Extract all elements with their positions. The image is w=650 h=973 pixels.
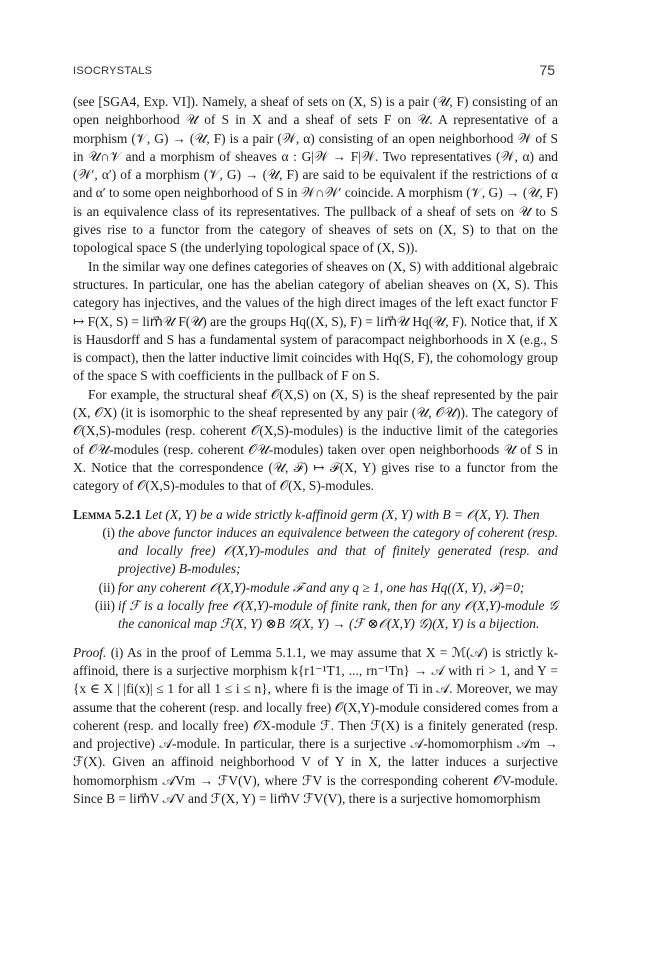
lemma-items [73, 524, 558, 634]
proof-block [73, 644, 558, 809]
lemma-title: Lemma 5.2.1 [73, 506, 142, 522]
paragraph-abelian-sheaves: In the similar way one defines categories of sheaves on (X, S) with additional algebraic structures. In particular, one has the abelian category of abelian sheaves on (X, S). This category has injectives, and the values of the high direct images of the left exact functor F ↦ F(X, S) = lim⃗𝒰 F(𝒰) are the groups Hq((X, S), F) = lim⃗𝒰 Hq(𝒰, F). Notice that, if X is Hausdorff and S has a fundamental system of paracompact neighborhoods in X (e.g., S is compact), then the latter inductive limit coincides with Hq(S, F), the cohomology group of the space S with coefficients in the pullback of F on S. [73, 258, 558, 384]
lemma-item [73, 579, 558, 597]
paragraph-sheaf-definition: (see [SGA4, Exp. VI]). Namely, a sheaf of sets on (X, S) is a pair (𝒰, F) consisting of an open neighborhood 𝒰 of S in X and a sheaf of sets F on 𝒰. A representative of a morphism (𝒱, G) → (𝒰, F) is a pair (𝒲, α) consisting of an open neighborhood 𝒲 of S in 𝒰∩𝒱 and a morphism of sheaves α : G|𝒲 → F|𝒲. Two representatives (𝒲, α) and (𝒲′, α′) of a morphism (𝒱, G) → (𝒰, F) are said to be equivalent if the restrictions of α and α′ to some open neighborhood of S in 𝒲∩𝒲′ coincide. A morphism (𝒱, G) → (𝒰, F) is an equivalence class of its representatives. The pullback of a sheaf of sets on 𝒰 to S gives rise to a functor from the category of sheaves of sets on (X, S) to that on the topological space S (the underlying topological space of (X, S)). [73, 94, 558, 256]
page-header [73, 62, 555, 82]
lemma-item [73, 524, 558, 579]
proof-text: (i) As in the proof of Lemma 5.1.1, we may assume that X = ℳ(𝒜) is strictly k-affinoid, there is a surjective morphism k{r1⁻¹T1, ..., rn⁻¹Tn} → 𝒜 with ri > 1, and Y = {x ∈ X | |fi(x)| ≤ 1 for all 1 ≤ i ≤ n}, where fi is the image of Ti in 𝒜. Moreover, we may assume that the coherent (resp. and locally free) 𝒪(X,Y)-module considered comes from a coherent (resp. and locally free) 𝒪X-module ℱ. Then ℱ(X) is a finitely generated (resp. and projective) 𝒜-module. In particular, there is a surjective 𝒜-homomorphism 𝒜m → ℱ(X). Given an affinoid neighborhood V of Y in X, the latter induces a surjective homomorphism 𝒜Vm → ℱV(V), where ℱV is the corresponding coherent 𝒪V-module. Since B = lim⃗V 𝒜V and ℱ(X, Y) = lim⃗V ℱV(V), there is a surjective homomorphism [73, 644, 558, 806]
lemma-item-text: for any coherent 𝒪(X,Y)-module ℱ and any q ≥ 1, one has Hq((X, Y), ℱ)=0; [118, 579, 525, 595]
lemma-item [73, 597, 558, 634]
lemma-block [73, 506, 558, 634]
page-body [73, 93, 558, 808]
page-number: 75 [539, 62, 555, 78]
lemma-item-number: (ii) [98, 579, 115, 595]
lemma-item-number: (iii) [94, 598, 115, 614]
lemma-intro: Let (X, Y) be a wide strictly k-affinoid germ (X, Y) with B = 𝒪(X, Y). Then [144, 506, 540, 522]
running-head: ISOCRYSTALS [73, 65, 153, 77]
paragraph-structural-sheaf: For example, the structural sheaf 𝒪(X,S) on (X, S) is the sheaf represented by the pair (X, 𝒪X) (it is isomorphic to the sheaf represented by any pair (𝒰, 𝒪𝒰)). The category of 𝒪(X,S)-modules (resp. coherent 𝒪(X,S)-modules) is the inductive limit of the categories of 𝒪𝒰-modules (resp. coherent 𝒪𝒰-modules) taken over open neighborhoods 𝒰 of S in X. Notice that the correspondence (𝒰, ℱ) ↦ ℱ(X, Y) gives rise to a functor from the category of 𝒪(X,S)-modules to that of 𝒪(X, S)-modules. [73, 386, 558, 494]
lemma-item-text: the above functor induces an equivalence between the category of coherent (resp. and locally free) 𝒪(X,Y)-modules and that of finitely generated (resp. and projective) B-modules; [118, 524, 558, 577]
lemma-statement [73, 506, 558, 524]
lemma-item-number: (i) [102, 524, 115, 540]
proof-label: Proof. [73, 644, 107, 660]
lemma-item-text: if ℱ is a locally free 𝒪(X,Y)-module of finite rank, then for any 𝒪(X,Y)-module 𝒢 the canonical map ℱ(X, Y) ⊗B 𝒢(X, Y) → (ℱ ⊗𝒪(X,Y) 𝒢)(X, Y) is a bijection. [118, 598, 558, 632]
